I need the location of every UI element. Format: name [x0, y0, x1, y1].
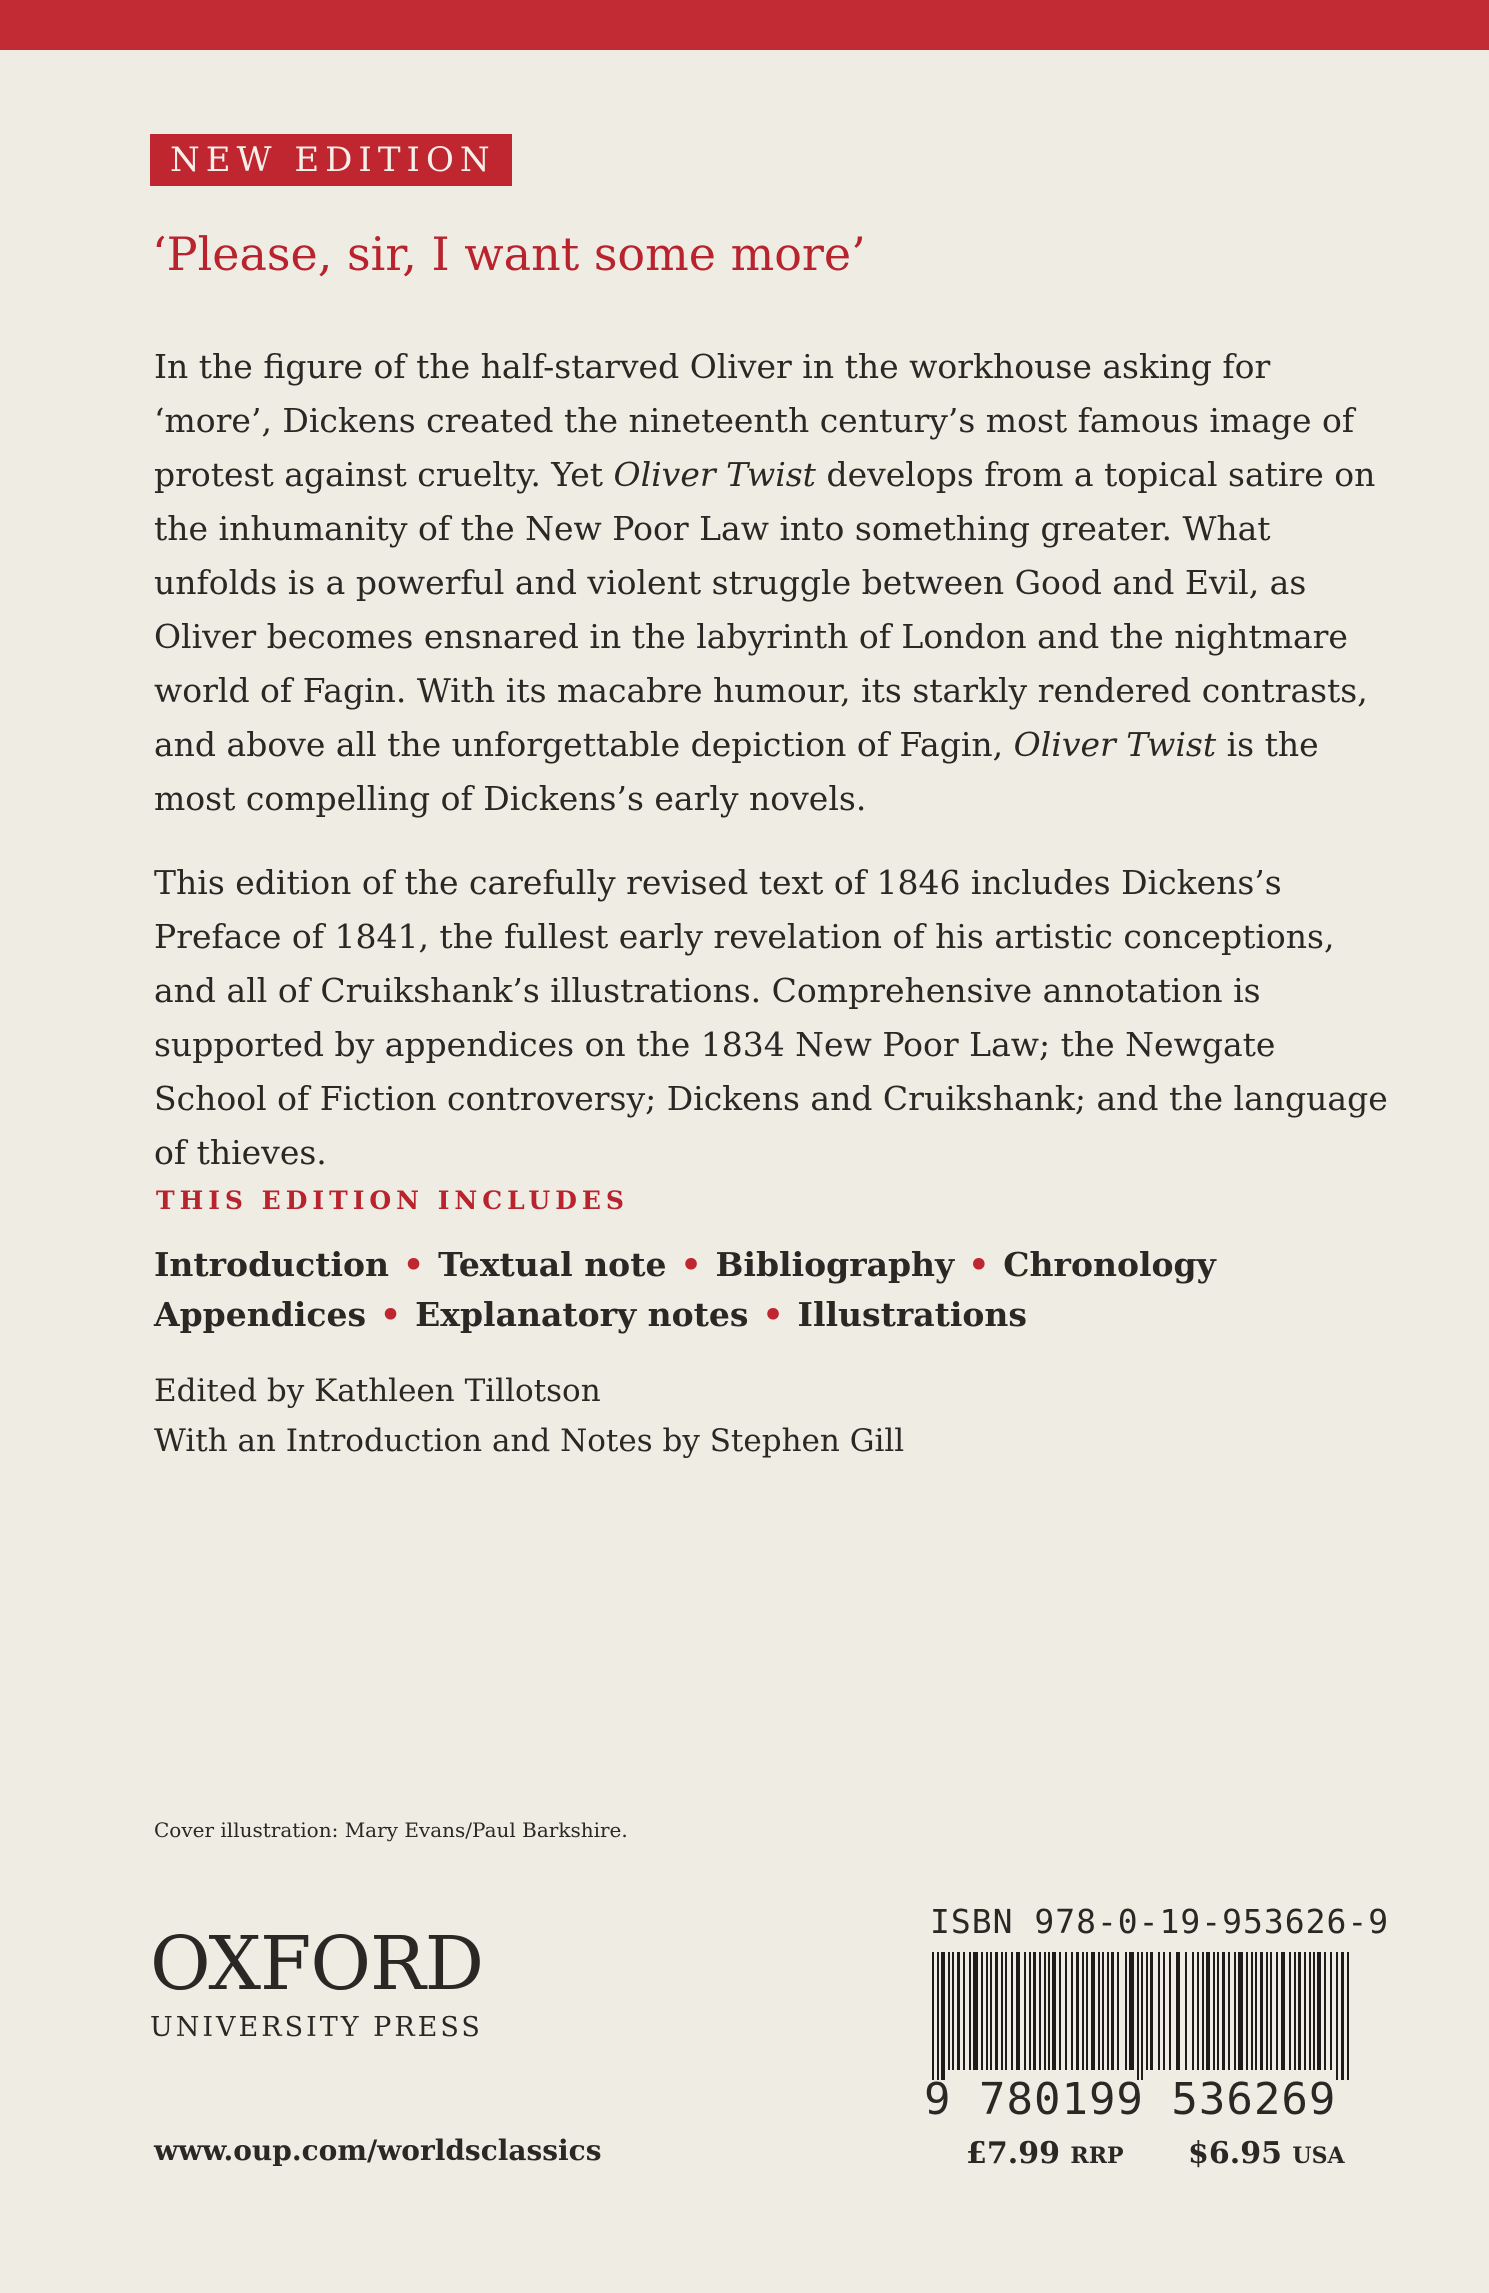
barcode-bar: [986, 1952, 988, 2070]
barcode-bar: [1304, 1952, 1306, 2070]
includes-list-line-2: [154, 1290, 1027, 1340]
barcode-bar: [1202, 1952, 1204, 2070]
description-paragraph-1: [154, 340, 1394, 826]
barcode-bar: [1222, 1952, 1225, 2070]
bullet-separator-icon: •: [968, 1245, 990, 1284]
barcode-bar: [1158, 1952, 1160, 2070]
book-title-italic: Oliver Twist: [613, 455, 816, 494]
barcode-bar: [981, 1952, 983, 2070]
barcode-bar: [1065, 1952, 1067, 2070]
barcode-bar: [1217, 1952, 1219, 2070]
includes-item: Appendices: [154, 1295, 367, 1334]
price-us-suffix: USA: [1292, 2143, 1345, 2169]
barcode-bar: [1048, 1952, 1050, 2070]
barcode-bar: [1324, 1952, 1326, 2070]
bullet-separator-icon: •: [403, 1245, 425, 1284]
barcode-icon: [930, 1952, 1360, 2080]
barcode-bar: [1309, 1952, 1311, 2070]
cover-illustration-credit: Cover illustration: Mary Evans/Paul Barkshire.: [154, 1818, 628, 1842]
tagline-quote: ‘Please, sir, I want some more’: [152, 227, 866, 281]
barcode-bar: [1347, 1952, 1349, 2080]
barcode-bar: [1141, 1952, 1143, 2080]
barcode-bar: [1281, 1952, 1285, 2070]
barcode-bar: [1266, 1952, 1268, 2070]
barcode-bar: [1076, 1952, 1079, 2070]
barcode-bar: [1185, 1952, 1187, 2070]
introduction-credit: With an Introduction and Notes by Stephen Gill: [154, 1423, 905, 1459]
barcode-bar: [1150, 1952, 1153, 2070]
barcode-bar: [1029, 1952, 1031, 2070]
barcode-bar: [1213, 1952, 1215, 2070]
new-edition-badge: NEW EDITION: [150, 134, 512, 186]
barcode-bar: [1052, 1952, 1056, 2070]
book-title-italic: Oliver Twist: [1013, 725, 1217, 764]
barcode-bar: [990, 1952, 992, 2070]
includes-heading: THIS EDITION INCLUDES: [156, 1186, 629, 1215]
barcode-bar: [1098, 1952, 1100, 2070]
barcode-bar: [1330, 1952, 1332, 2070]
includes-item: Explanatory notes: [415, 1295, 749, 1334]
barcode-bar: [1086, 1952, 1088, 2070]
barcode-bar: [1129, 1952, 1134, 2070]
bullet-separator-icon: •: [380, 1295, 402, 1334]
barcode-bar: [1163, 1952, 1165, 2070]
barcode-bar: [1111, 1952, 1114, 2070]
barcode-bar: [1176, 1952, 1180, 2070]
barcode-bar: [1238, 1952, 1243, 2070]
barcode-bar: [1192, 1952, 1194, 2070]
barcode-bar: [1005, 1952, 1007, 2070]
barcode-bar: [1197, 1952, 1199, 2070]
publisher-subtitle: UNIVERSITY PRESS: [150, 2012, 483, 2043]
price-us-amount: $6.95: [1188, 2136, 1282, 2171]
barcode-bar: [1033, 1952, 1036, 2070]
barcode-bar: [1117, 1952, 1119, 2070]
barcode-bar: [1107, 1952, 1109, 2070]
barcode-bar: [1246, 1952, 1248, 2070]
barcode-bar: [937, 1952, 939, 2080]
barcode-bar: [973, 1952, 978, 2070]
description-paragraph-2: This edition of the carefully revised text of 1846 includes Dickens’s Preface of 1841, the fullest early revelation of his artistic conceptions, and all of Cruikshank’s illustrations. Comprehensive annotation is supported by appendices on the 1834 New Poor Law; the Newgate School of Fiction controversy; Dickens and Cruikshank; and the language of thieves.: [154, 863, 1388, 1172]
barcode-bar: [941, 1952, 945, 2080]
price-uk-amount: £7.99: [966, 2136, 1060, 2171]
barcode-bar: [995, 1952, 998, 2070]
barcode-bar: [963, 1952, 965, 2070]
barcode-bar: [1082, 1952, 1084, 2070]
bullet-separator-icon: •: [762, 1295, 784, 1334]
paragraph-text-segment: is the most compelling of Dickens’s early novels.: [154, 725, 1319, 818]
barcode-bar: [948, 1952, 950, 2070]
barcode-bar: [1044, 1952, 1046, 2070]
barcode-digits: 9 780199 536269: [924, 2074, 1337, 2125]
barcode-bar: [1059, 1952, 1061, 2070]
barcode-bar: [1169, 1952, 1171, 2070]
includes-list-line-1: [154, 1240, 1216, 1290]
barcode-bar: [1313, 1952, 1315, 2070]
publisher-website: www.oup.com/worldsclassics: [154, 2134, 602, 2167]
barcode-bar: [1016, 1952, 1020, 2070]
includes-item: Chronology: [1003, 1245, 1216, 1284]
bullet-separator-icon: •: [680, 1245, 702, 1284]
barcode-bar: [1206, 1952, 1210, 2070]
barcode-bar: [1071, 1952, 1073, 2070]
price-uk: [966, 2136, 1124, 2171]
barcode-bar: [1289, 1952, 1291, 2070]
barcode-bar: [1260, 1952, 1263, 2070]
barcode-bar: [1270, 1952, 1272, 2070]
barcode-bar: [1294, 1952, 1296, 2070]
paragraph-text-segment: In the figure of the half-starved Oliver in the workhouse asking for ‘more’, Dickens created the nineteenth century’s most famous image of protest against cruelty. Yet: [154, 347, 1355, 494]
barcode-bar: [1341, 1952, 1344, 2080]
editor-credit: Edited by Kathleen Tillotson: [154, 1373, 601, 1409]
barcode-bar: [1137, 1952, 1139, 2080]
barcode-bar: [1255, 1952, 1257, 2070]
barcode-bar: [1001, 1952, 1003, 2070]
includes-item: Bibliography: [715, 1245, 955, 1284]
publisher-name: OXFORD: [150, 1921, 484, 2007]
isbn-label: ISBN 978-0-19-953626-9: [930, 1902, 1390, 1941]
barcode-bar: [1251, 1952, 1253, 2070]
barcode-bar: [1234, 1952, 1236, 2070]
barcode-bar: [932, 1952, 934, 2080]
price-uk-suffix: RRP: [1070, 2143, 1124, 2169]
barcode-bar: [1228, 1952, 1230, 2070]
barcode-bar: [1298, 1952, 1301, 2070]
barcode-bar: [1039, 1952, 1041, 2070]
barcode-bar: [952, 1952, 954, 2070]
includes-item: Illustrations: [797, 1295, 1027, 1334]
barcode-bar: [1317, 1952, 1321, 2070]
barcode-bar: [1024, 1952, 1026, 2070]
barcode-bar: [1276, 1952, 1278, 2070]
publisher-logo: [150, 1921, 484, 2043]
includes-item: Textual note: [438, 1245, 667, 1284]
barcode-bar: [1125, 1952, 1127, 2070]
barcode-bar: [1146, 1952, 1148, 2070]
barcode-bar: [957, 1952, 960, 2070]
top-color-band: [0, 0, 1489, 50]
price-us: [1188, 2136, 1345, 2171]
barcode-bar: [1091, 1952, 1095, 2070]
barcode-bar: [969, 1952, 971, 2070]
paragraph-text-segment: develops from a topical satire on the inhumanity of the New Poor Law into something greater. What unfolds is a powerful and violent struggle between Good and Evil, as Oliver becomes ensnared in the labyrinth of London and the nightmare world of Fagin. With its macabre humour, its starkly rendered contrasts, and above all the unforgettable depiction of Fagin,: [154, 455, 1376, 764]
barcode-bar: [1336, 1952, 1338, 2080]
includes-item: Introduction: [154, 1245, 390, 1284]
barcode-bar: [1102, 1952, 1104, 2070]
barcode-bar: [1011, 1952, 1013, 2070]
